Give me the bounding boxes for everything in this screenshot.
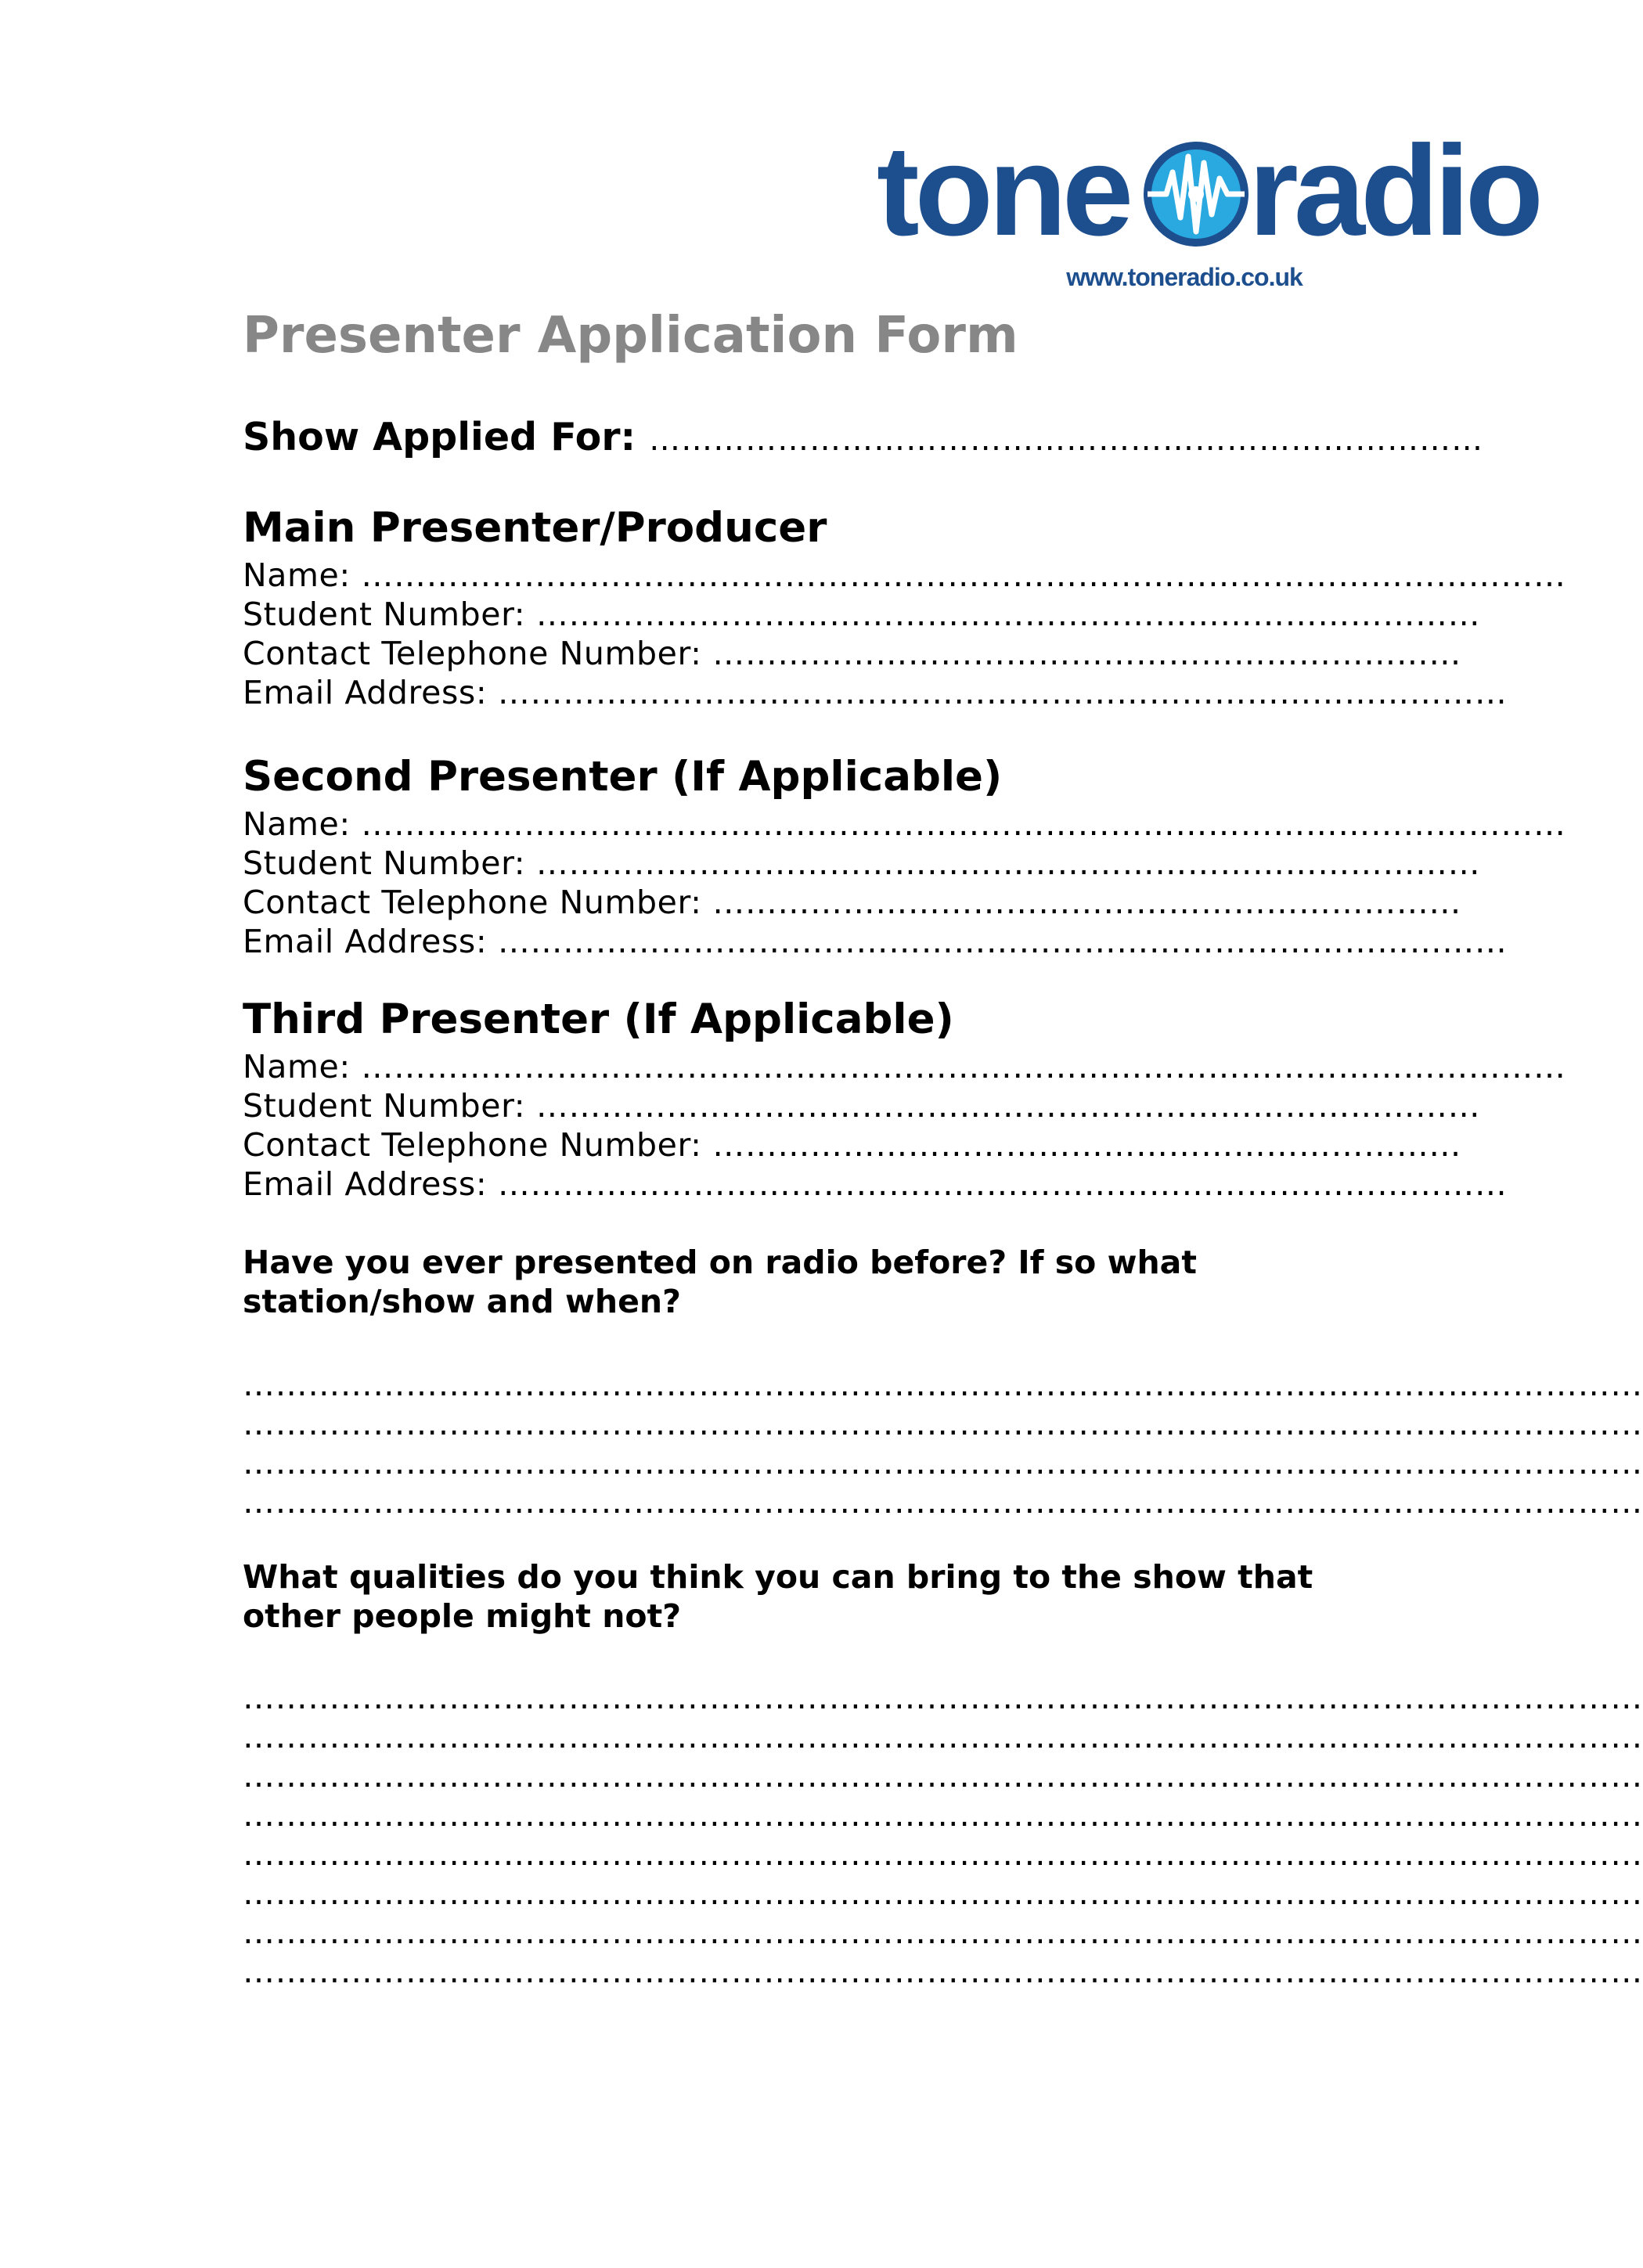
name-field: Name: ………………………………………………………………………………………………… [243,805,1566,843]
email-field: Email Address: ………………………………………………………………………………… [243,923,1508,960]
telephone-field: Contact Telephone Number: …………………………………………………………… [243,635,1462,672]
student-number-field: Student Number: …………………………………………………………………………… [243,1087,1481,1125]
student-number-field: Student Number: …………………………………………………………………………… [243,596,1481,633]
email-field: Email Address: ………………………………………………………………………………… [243,674,1508,711]
logo-url: www.toneradio.co.uk [1066,263,1303,291]
page-title: Presenter Application Form [243,307,1018,365]
show-applied-blank: …………………………………………………………………… [649,422,1484,458]
answer-line: ………………………………………………………………………………………………………………… [243,1444,1643,1481]
answer-line: ………………………………………………………………………………………………………………… [243,1835,1643,1873]
section-heading: Main Presenter/Producer [243,504,827,552]
answer-line: ………………………………………………………………………………………………………………… [243,1679,1643,1716]
answer-line: ………………………………………………………………………………………………………………… [243,1796,1643,1834]
answer-line: ………………………………………………………………………………………………………………… [243,1405,1643,1442]
name-field: Name: ………………………………………………………………………………………………… [243,556,1566,594]
answer-line: ………………………………………………………………………………………………………………… [243,1757,1643,1795]
answer-radio-experience [243,1365,1643,1521]
answer-qualities [243,1678,1643,1991]
answer-line: ………………………………………………………………………………………………………………… [243,1483,1643,1521]
question-radio-experience: Have you ever presented on radio before? If so what station/show and when? [243,1244,1197,1320]
answer-line: ………………………………………………………………………………………………………………… [243,1874,1643,1912]
tone-radio-logo-mark [877,119,1539,262]
record-wave-icon [1148,146,1245,243]
answer-line: ………………………………………………………………………………………………………………… [243,1366,1643,1403]
question-qualities: What qualities do you think you can bring to the show that other people might not? [243,1558,1313,1635]
show-applied-label: Show Applied For: [243,415,636,459]
telephone-field: Contact Telephone Number: …………………………………………………………… [243,1126,1462,1164]
student-number-field: Student Number: …………………………………………………………………………… [243,844,1481,882]
answer-line: ………………………………………………………………………………………………………………… [243,1953,1643,1990]
logo-word-left: tone [877,119,1130,262]
main-presenter-section [243,501,1566,712]
section-heading: Third Presenter (If Applicable) [243,995,954,1043]
second-presenter-section [243,750,1566,961]
telephone-field: Contact Telephone Number: …………………………………………………………… [243,884,1462,921]
answer-line: ………………………………………………………………………………………………………………… [243,1718,1643,1755]
section-heading: Second Presenter (If Applicable) [243,753,1003,801]
name-field: Name: ………………………………………………………………………………………………… [243,1048,1566,1085]
email-field: Email Address: ………………………………………………………………………………… [243,1165,1508,1203]
answer-line: ………………………………………………………………………………………………………………… [243,1913,1643,1951]
third-presenter-section [243,992,1566,1204]
show-applied-field [243,415,1483,459]
logo-word-right: radio [1248,119,1539,262]
